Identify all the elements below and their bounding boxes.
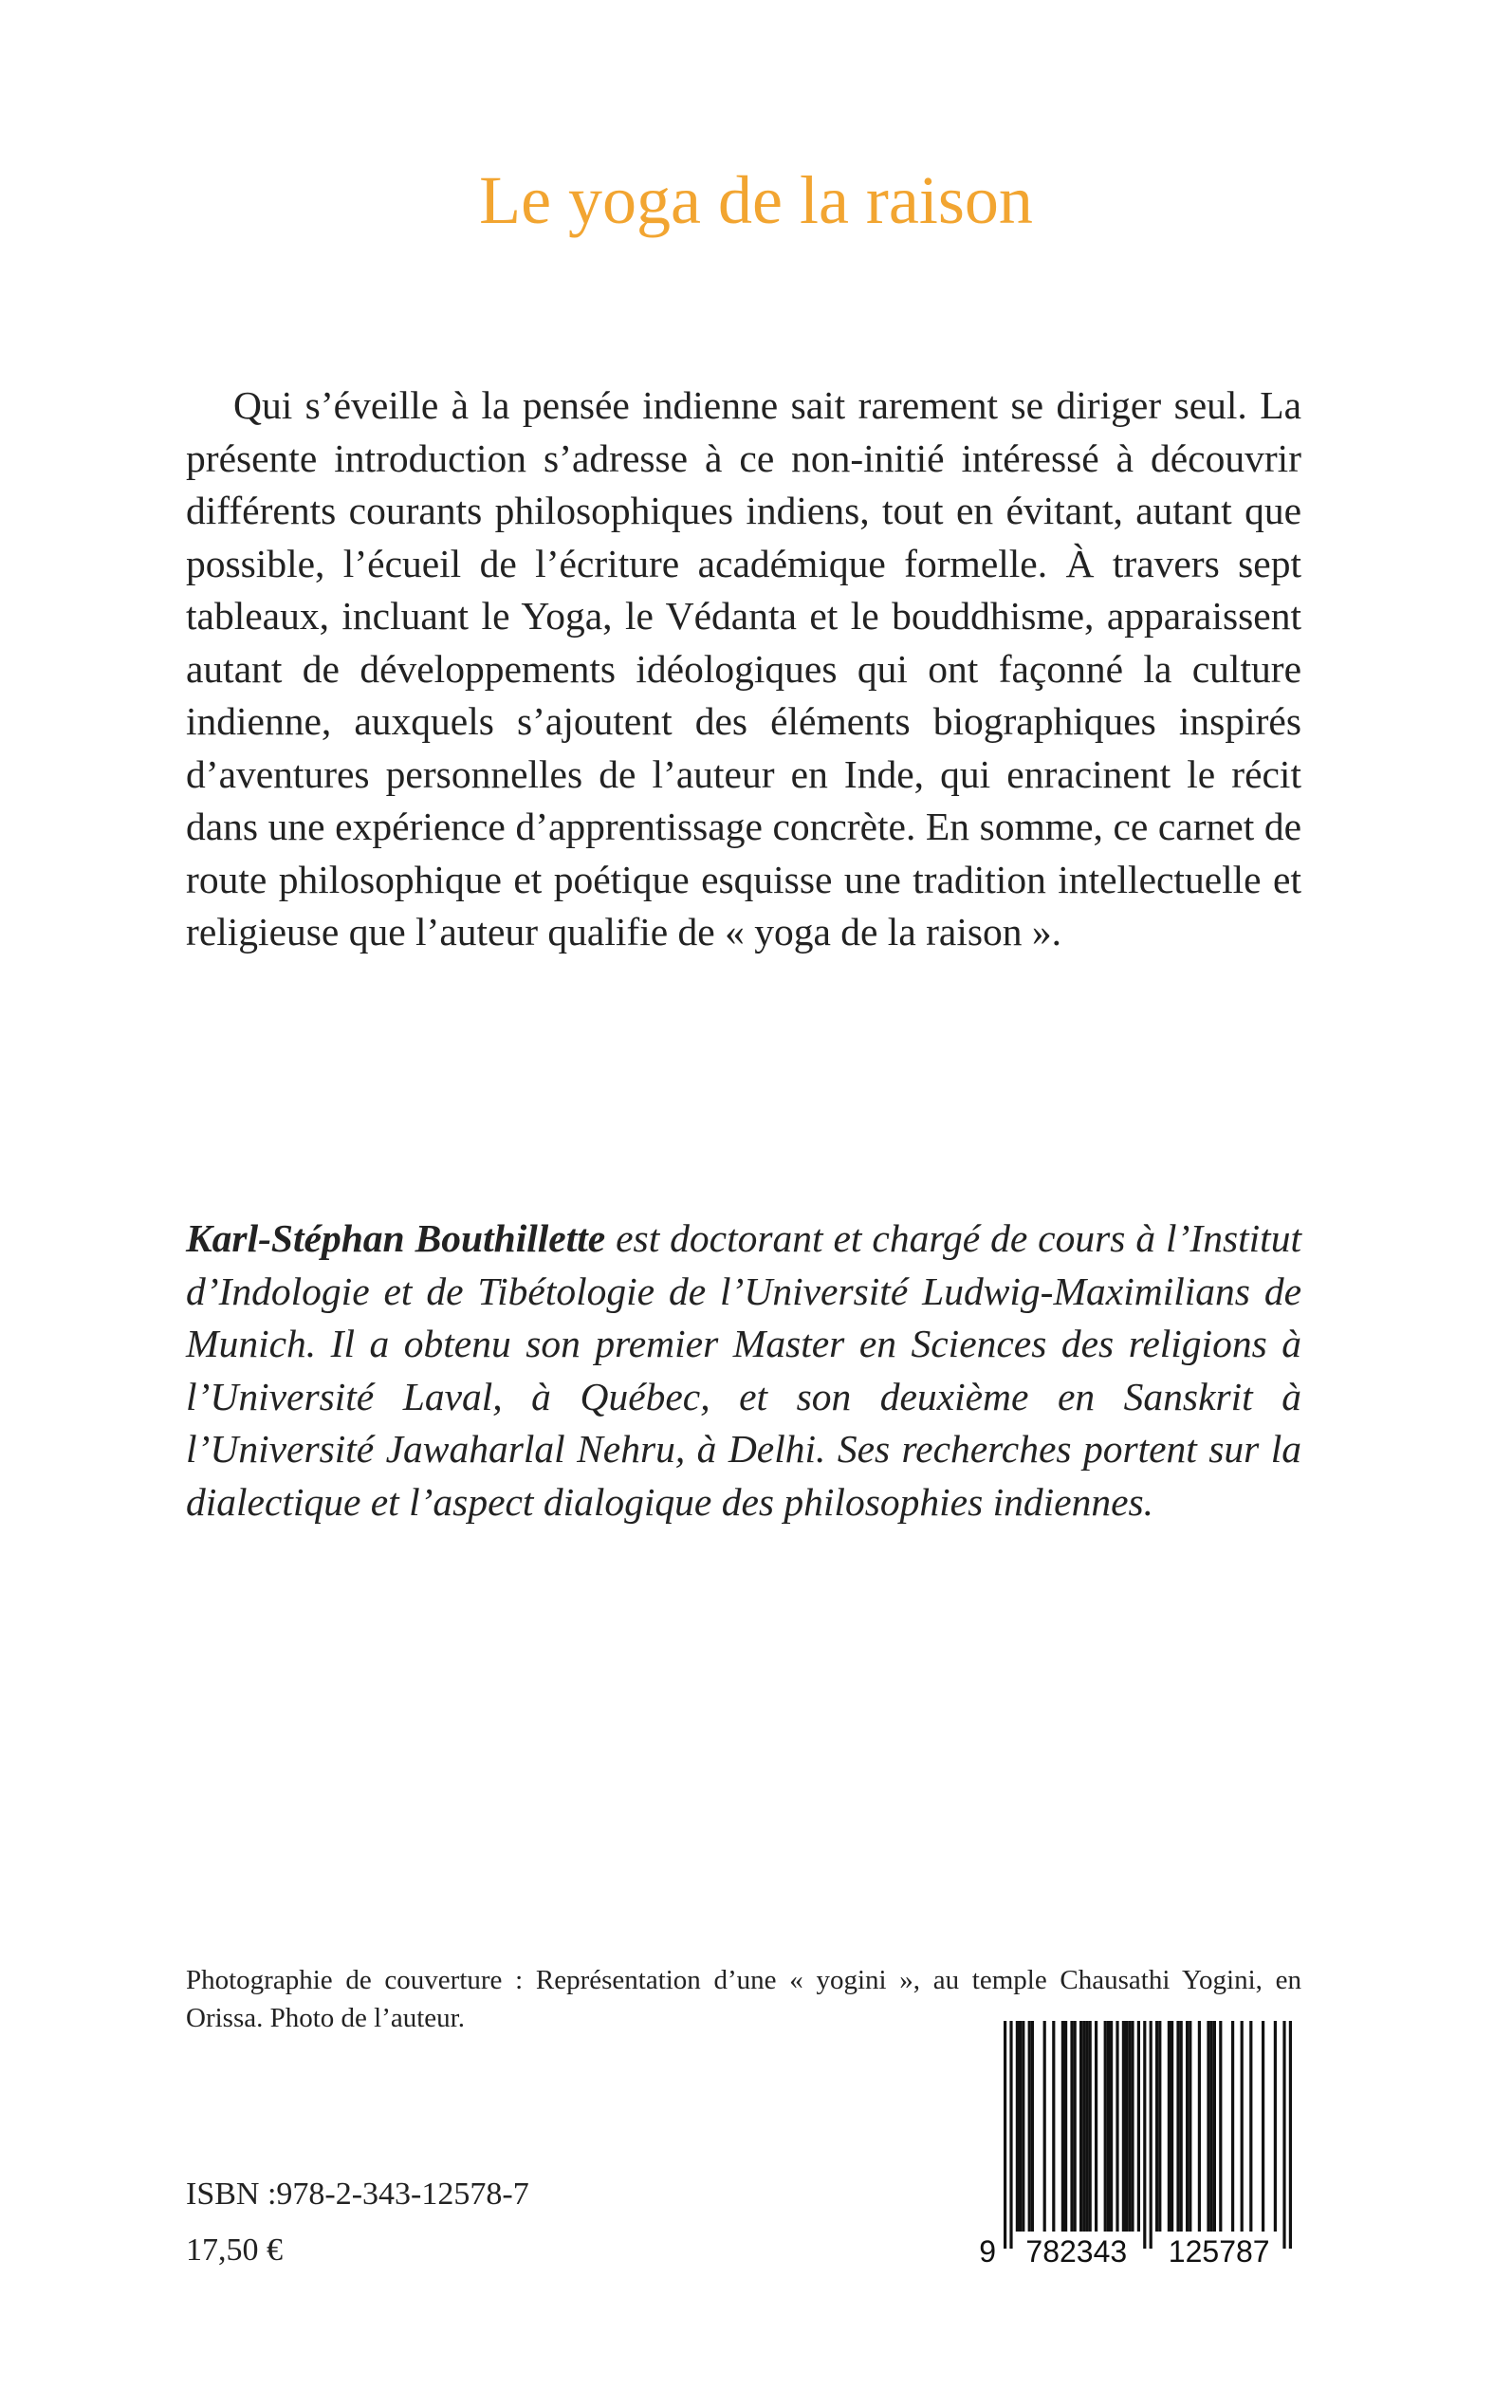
barcode-bar [1180,2021,1183,2232]
barcode-bar [1289,2021,1292,2249]
author-bio [186,1213,1301,1528]
book-blurb: Qui s’éveille à la pensée indienne sait rarement se diriger seul. La présente introduction s’adresse à ce non-initié intéressé à découvrir différents courants philosophiques indiens, tout en évitant, autant que possible, l’écueil de l’écriture académique formelle. À travers sept tableaux, incluant le Yoga, le Védanta et le bouddhisme, apparaissent autant de développements idéologiques qui ont façonné la culture indienne, auxquels s’ajoutent des éléments biographiques inspirés d’aventures personnelles de l’auteur en Inde, qui enracinent le récit dans une expérience d’apprentissage concrète. En somme, ce carnet de route philosophique et poétique esquisse une tradition intellectuelle et religieuse que l’auteur qualifie de « yoga de la raison ». [186,383,1301,954]
barcode-bar [1158,2021,1161,2232]
barcode-bar [1107,2021,1110,2232]
barcode-bar [1198,2021,1201,2232]
barcode-bar [1110,2021,1113,2232]
barcode-bar [1210,2021,1213,2232]
barcode-bar [1282,2021,1285,2249]
book-title: Le yoga de la raison [479,162,1033,238]
barcode-bar [1085,2021,1088,2232]
barcode-bar [1116,2021,1118,2232]
barcode-graphic [975,2013,1301,2269]
barcode-bar [1189,2021,1191,2232]
barcode-bar [1061,2021,1064,2232]
barcode-bar [1131,2021,1134,2232]
isbn: ISBN :978-2-343-12578-7 [186,2176,529,2212]
barcode-bar [1171,2021,1173,2232]
barcode-bar [1125,2021,1128,2232]
cover-photo-credit: Photographie de couverture : Représentation d’une « yogini », au temple Chausathi Yogini, en Orissa. Photo de l’auteur. [186,1965,1301,2033]
barcode [975,2013,1301,2269]
barcode-bar [1009,2021,1012,2249]
barcode-digits: 125787 [1168,2234,1270,2269]
barcode-bar [1104,2021,1107,2232]
barcode-bar [1031,2021,1034,2232]
barcode-bar [1143,2021,1146,2249]
barcode-bar [1089,2021,1092,2232]
barcode-bar [1074,2021,1077,2232]
barcode-bar [1095,2021,1097,2232]
barcode-bar [1274,2021,1277,2232]
barcode-digits: 782343 [1025,2234,1128,2269]
author-bio-text: est doctorant et chargé de cours à l’Institut d’Indologie et de Tibétologie de l’Université Ludwig-Maximilians de Munich. Il a obtenu son premier Master en Sciences des religions à l’Université Laval, à Québec, et son deuxième en Sanskrit à l’Université Jawaharlal Nehru, à Delhi. Ses recherches portent sur la dialectique et l’aspect dialogique des philosophies indiennes. [186,1216,1301,1524]
barcode-bar [1186,2021,1189,2232]
barcode-bar [1082,2021,1085,2232]
barcode-bar [1028,2021,1031,2232]
barcode-bar [1262,2021,1264,2232]
barcode-bar [1122,2021,1125,2232]
barcode-bar [1213,2021,1216,2232]
barcode-bar [1052,2021,1055,2232]
barcode-bar [1079,2021,1082,2232]
barcode-bar [1249,2021,1252,2232]
barcode-bar [1241,2021,1244,2232]
barcode-bar [1043,2021,1046,2232]
barcode-bar [1168,2021,1171,2232]
barcode-bar [1150,2021,1152,2249]
barcode-bar [1231,2021,1234,2232]
barcode-bar [1019,2021,1022,2232]
author-name: Karl-Stéphan Bouthillette [186,1216,606,1260]
barcode-bar [1016,2021,1019,2232]
barcode-bar [1176,2021,1179,2232]
barcode-bar [1137,2021,1140,2232]
barcode-bar [1155,2021,1158,2232]
barcode-bar [1004,2021,1006,2249]
barcode-bar [1064,2021,1067,2232]
barcode-bar [1128,2021,1131,2232]
barcode-digits: 9 [979,2234,996,2269]
price: 17,50 € [186,2232,283,2268]
barcode-bar [1022,2021,1024,2232]
barcode-bar [1207,2021,1209,2232]
barcode-bar [1219,2021,1222,2232]
barcode-bar [1070,2021,1073,2232]
